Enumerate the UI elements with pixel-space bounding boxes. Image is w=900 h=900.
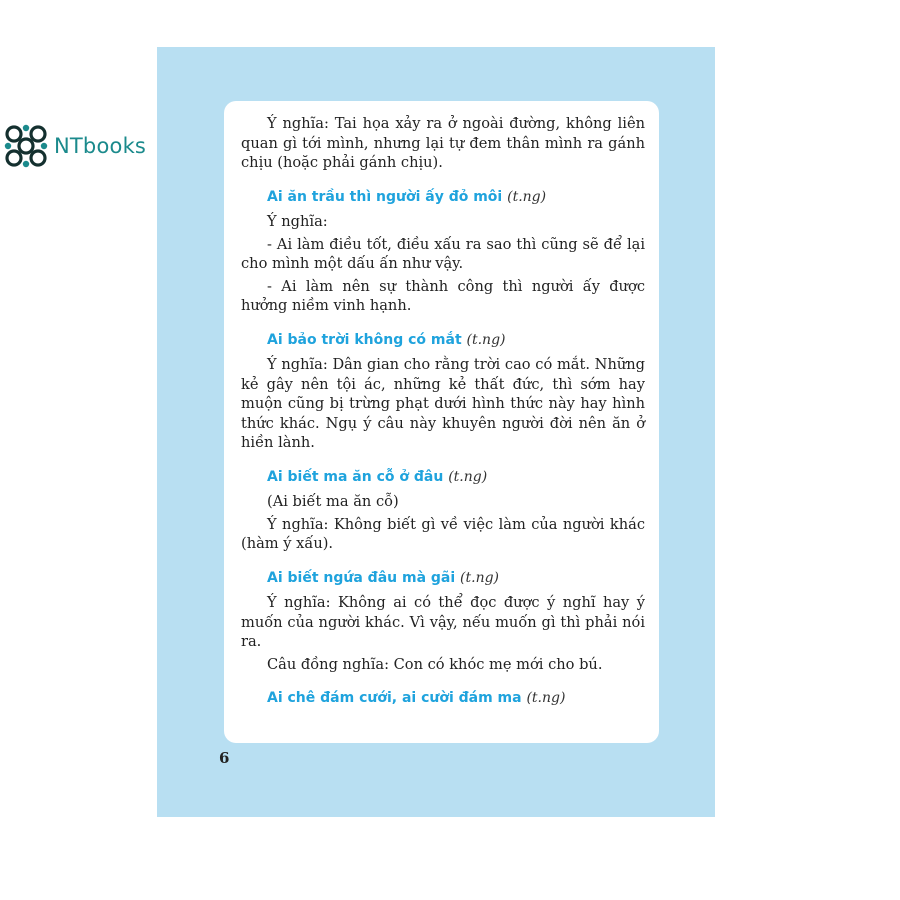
entry-title [241, 188, 645, 208]
paragraph: (Ai biết ma ăn cỗ) [267, 493, 399, 510]
paragraph: Ý nghĩa: [267, 213, 328, 230]
entry-tag: (t.ng) [507, 188, 547, 205]
entry-title [241, 569, 645, 589]
paragraph: - Ai làm điều tốt, điều xấu ra sao thì cũng sẽ để lại cho mình một dấu ấn như vậy. [241, 235, 645, 272]
paragraph: Câu đồng nghĩa: Con có khóc mẹ mới cho bú. [267, 655, 603, 673]
entry-title-text: Ai ăn trầu thì người ấy đỏ môi [267, 188, 503, 205]
entry-title-text: Ai biết ngứa đâu mà gãi [267, 569, 456, 586]
molecule-cluster-icon [0, 120, 52, 172]
entry-title-text: Ai bảo trời không có mắt [267, 331, 462, 348]
entry-tag: (t.ng) [526, 690, 566, 706]
paragraph: - Ai làm nên sự thành công thì người ấy được hưởng niềm vinh hạnh. [241, 277, 645, 314]
content-card [224, 101, 659, 743]
brand-name: NTbooks [54, 134, 147, 158]
entry-tag: (t.ng) [448, 468, 488, 485]
entry-tag: (t.ng) [460, 569, 500, 586]
entry-title-text: Ai chê đám cưới, ai cười đám ma [267, 690, 522, 706]
entry-tag: (t.ng) [466, 331, 506, 348]
paragraph: Ý nghĩa: Không biết gì về việc làm của người khác (hàm ý xấu). [241, 515, 645, 552]
paragraph: Ý nghĩa: Không ai có thể đọc được ý nghĩ hay ý muốn của người khác. Vì vậy, nếu muốn gì thì phải nói ra. [241, 594, 645, 650]
entry-title-text: Ai biết ma ăn cỗ ở đâu [267, 468, 444, 485]
entry-title [241, 468, 645, 488]
paragraph: Ý nghĩa: Dân gian cho rằng trời cao có mắt. Những kẻ gây nên tội ác, những kẻ thất đức, thì sớm hay muộn cũng bị trừng phạt dưới hình thức này hay hình thức khác. Ngụ ý câu này khuyên người đời nên ăn ở hiền lành. [241, 356, 645, 451]
entry-title [241, 331, 645, 351]
paragraph: Ý nghĩa: Tai họa xảy ra ở ngoài đường, không liên quan gì tới mình, nhưng lại tự đem thân mình ra gánh chịu (hoặc phải gánh chịu). [241, 115, 645, 171]
book-page [157, 47, 715, 817]
brand-logo[interactable] [0, 118, 146, 174]
entry-title [241, 689, 645, 709]
page-number: 6 [219, 749, 230, 767]
